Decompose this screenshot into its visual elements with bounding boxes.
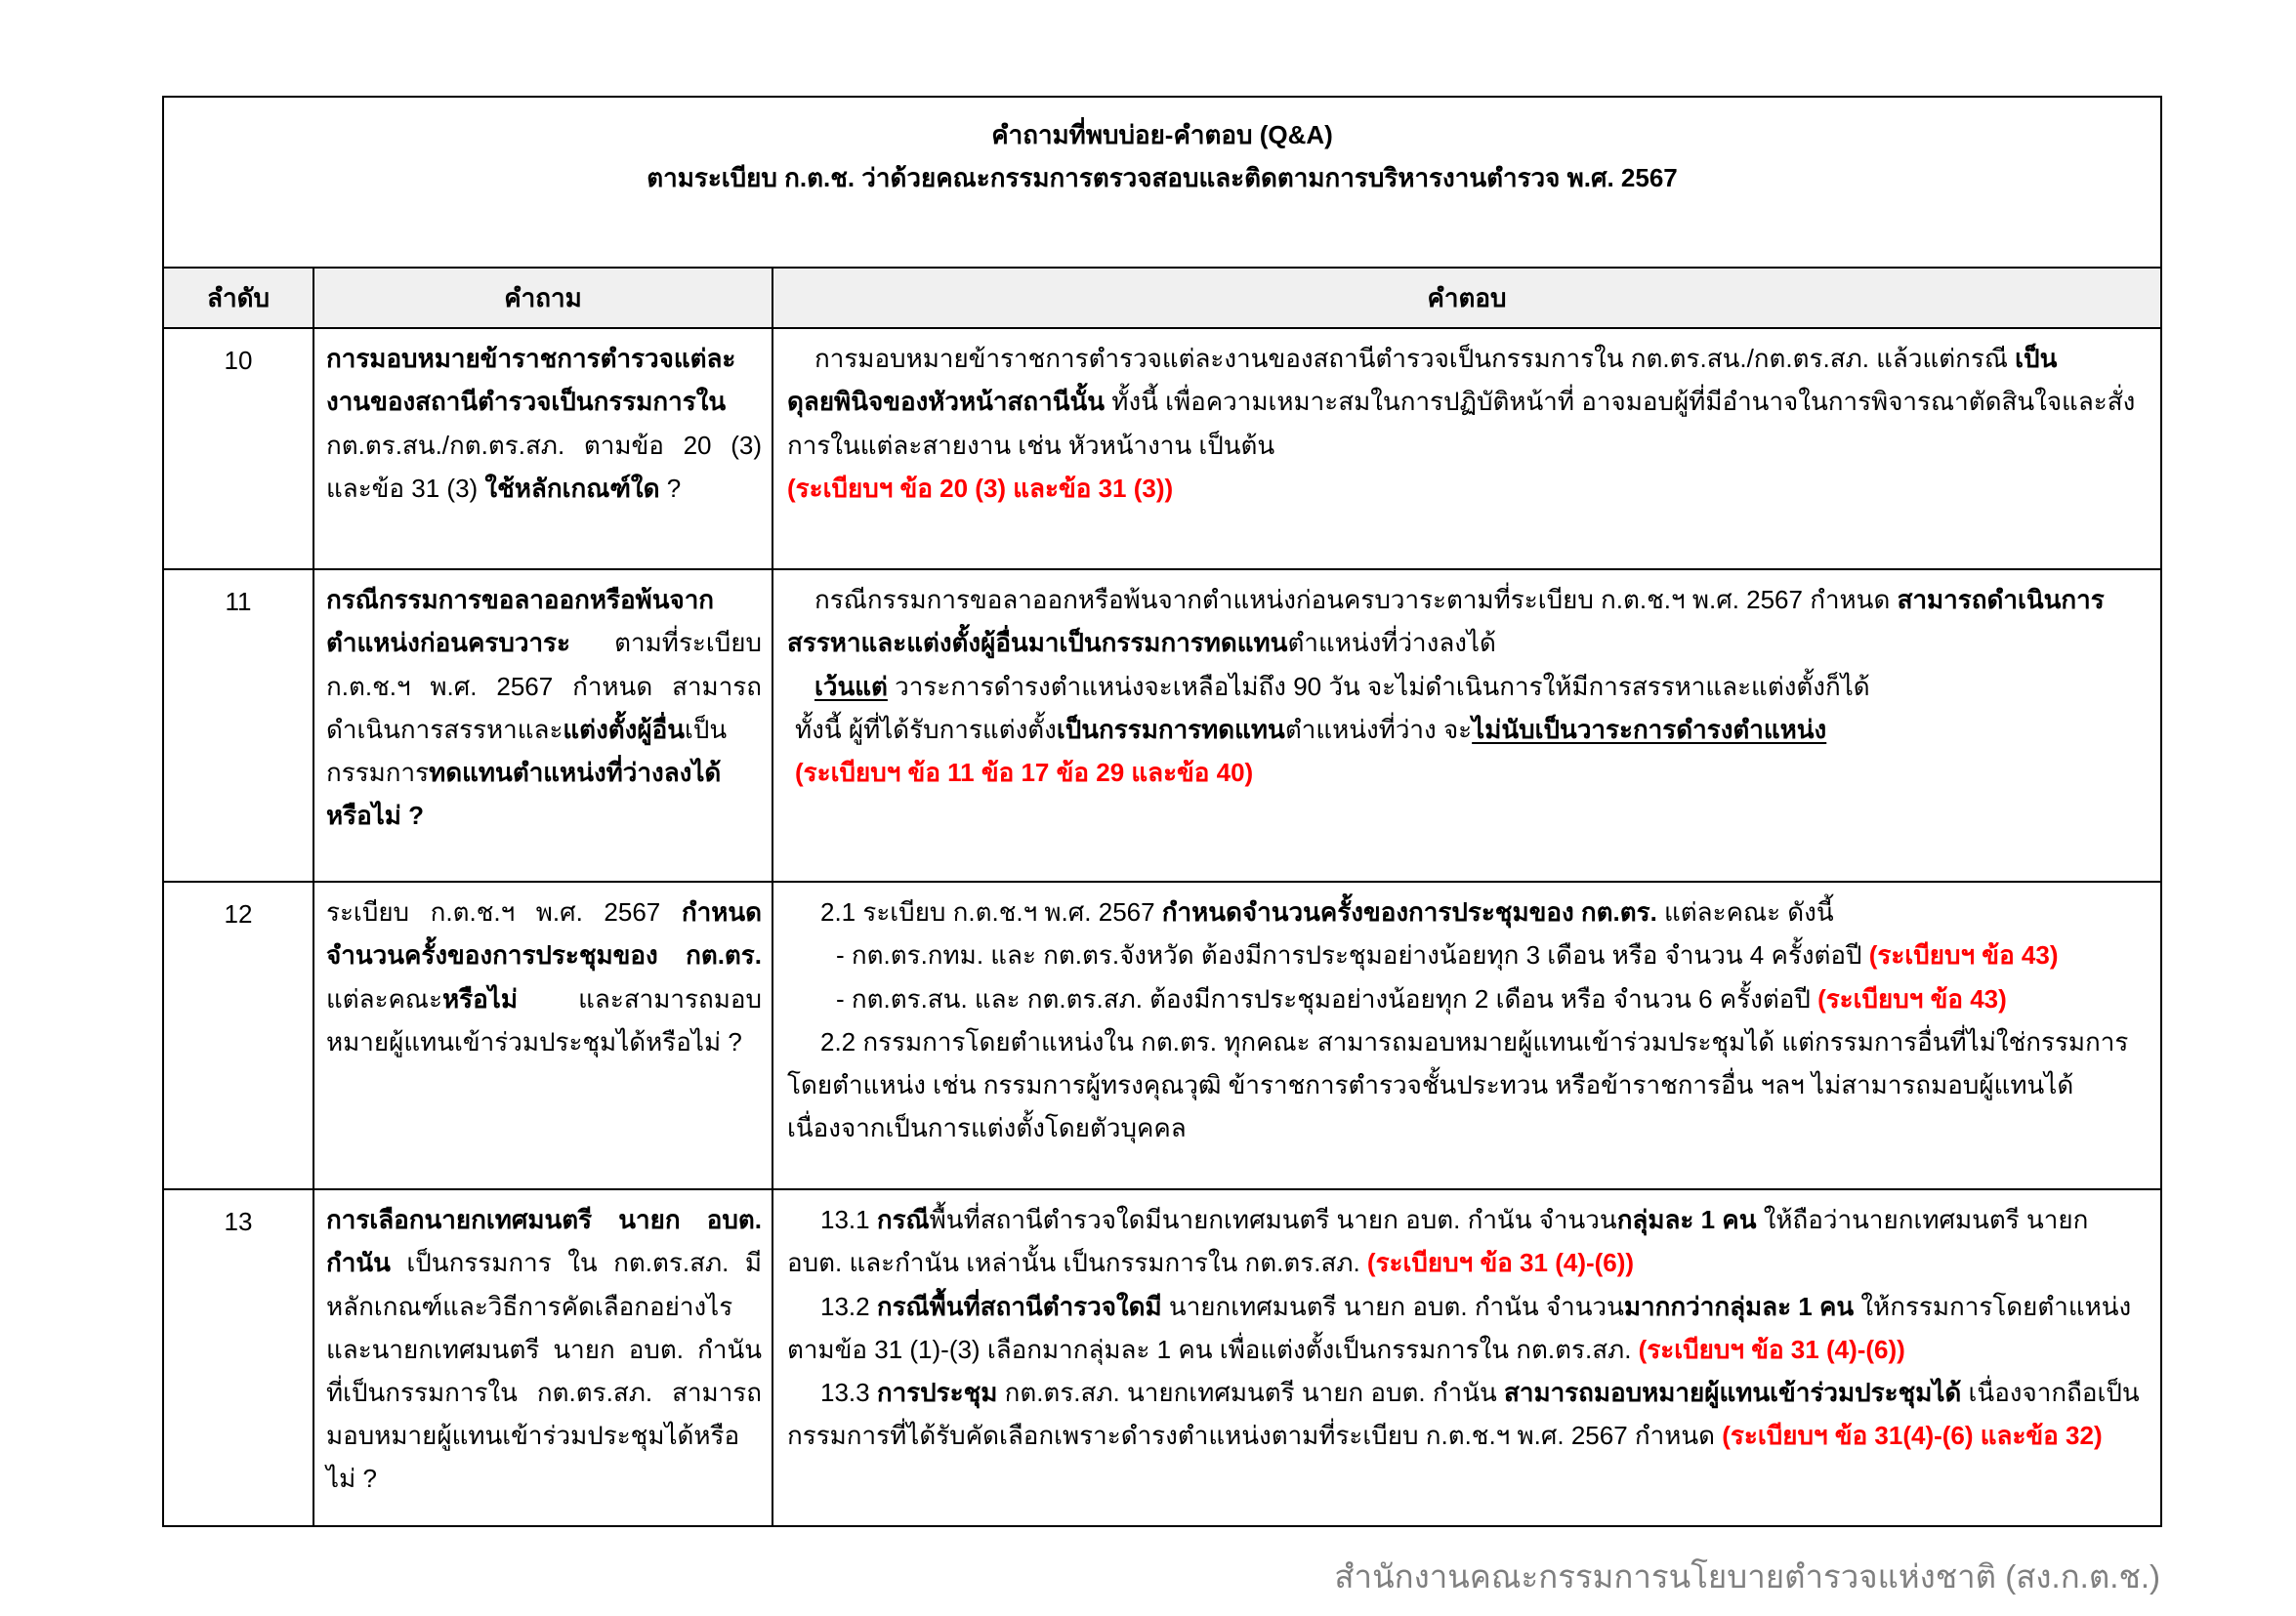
text-segment: การมอบหมายข้าราชการตำรวจแต่ละงานของสถานีตำรวจเป็นกรรมการใน: [326, 344, 736, 417]
title-row: [163, 97, 2161, 268]
text-segment: ตำแหน่งที่ว่างลงได้: [1287, 628, 1496, 658]
text-segment: พื้นที่สถานีตำรวจใดมีนายกเทศมนตรี นายก อบต. กำนัน จำนวน: [929, 1205, 1617, 1235]
paragraph: [787, 1198, 2145, 1284]
text-segment: การมอบหมายข้าราชการตำรวจแต่ละงานของสถานีตำรวจเป็นกรรมการใน กต.ตร.สน./กต.ตร.สภ. แล้วแต่กรณี: [814, 344, 2016, 374]
title-line-1: คำถามที่พบบ่อย-คำตอบ (Q&A): [991, 120, 1333, 149]
paragraph: [787, 665, 2145, 708]
paragraph: [787, 933, 2145, 976]
text-segment: (ระเบียบฯ ข้อ 31 (4)-(6)): [1366, 1248, 1635, 1278]
row-number: 13: [163, 1189, 313, 1526]
text-segment: ?: [659, 473, 682, 503]
row-number: 11: [163, 569, 313, 882]
row-number: 10: [163, 328, 313, 569]
column-header-answer: คำตอบ: [772, 268, 2161, 328]
text-segment: กลุ่มละ 1 คน: [1616, 1205, 1757, 1235]
text-segment: การประชุม: [876, 1377, 998, 1407]
text-segment: มากกว่ากลุ่มละ 1 คน: [1623, 1291, 1855, 1321]
text-segment: กต.ตร.สน./กต.ตร.สภ. ตามข้อ 20 (3) และข้อ 31 (3): [326, 430, 762, 503]
text-segment: (ระเบียบฯ ข้อ 31(4)-(6) และข้อ 32): [1722, 1421, 2103, 1451]
table-row: [163, 328, 2161, 569]
answer-cell: [772, 1189, 2161, 1526]
answer-cell: [772, 328, 2161, 569]
paragraph: [787, 1285, 2145, 1371]
text-segment: ระเบียบ ก.ต.ช.ฯ พ.ศ. 2567: [326, 897, 682, 928]
text-segment: แต่ละคณะ: [326, 983, 443, 1014]
text-segment: ใช้หลักเกณฑ์ใด: [484, 473, 660, 503]
text-segment: ทั้งนี้ ผู้ที่ได้รับการแต่งตั้ง: [795, 714, 1057, 744]
column-header-question: คำถาม: [313, 268, 772, 328]
answer-cell: [772, 569, 2161, 882]
text-segment: ให้กรรมการโดยตำแหน่งตามข้อ 31 (1)-(3) เลือกมากลุ่มละ 1 คน เพื่อแต่งตั้งเป็นกรรมการใน กต.ตร.สภ.: [787, 1291, 2132, 1364]
text-segment: (ระเบียบฯ ข้อ 11 ข้อ 17 ข้อ 29 และข้อ 40): [795, 757, 1254, 787]
text-segment: กรณีพื้นที่สถานีตำรวจใดมี: [876, 1291, 1162, 1321]
table-row: [163, 569, 2161, 882]
question-cell: [313, 328, 772, 569]
question-cell: [313, 1189, 772, 1526]
text-segment: สามารถมอบหมายผู้แทนเข้าร่วมประชุมได้: [1503, 1377, 1962, 1407]
paragraph: [787, 337, 2145, 467]
paragraph: [787, 578, 2145, 664]
column-header-no: ลำดับ: [163, 268, 313, 328]
document-title-cell: [163, 97, 2161, 268]
text-segment: 2.2 กรรมการโดยตำแหน่งใน กต.ตร. ทุกคณะ สามารถมอบหมายผู้แทนเข้าร่วมประชุมได้ แต่กรรมการอื่นที่ไม่ใช่กรรมการโดยตำแหน่ง เช่น กรรมการผู้ทรงคุณวุฒิ ข้าราชการตำรวจชั้นประทวน หรือข้าราชการอื่น ฯลฯ ไม่สามารถมอบผู้แทนได้เนื่องจากเป็นการแต่งตั้งโดยตัวบุคคล: [787, 1026, 2129, 1143]
title-line-2: ตามระเบียบ ก.ต.ช. ว่าด้วยคณะกรรมการตรวจสอบและติดตามการบริหารงานตำรวจ พ.ศ. 2567: [647, 163, 1678, 193]
text-segment: หรือไม่: [442, 983, 518, 1014]
agency-footer: สำนักงานคณะกรรมการนโยบายตำรวจแห่งชาติ (สง.ก.ต.ช.): [1334, 1558, 2160, 1595]
text-segment: การเลือกนายกเทศมนตรี นายก อบต. กำนัน: [326, 1205, 762, 1278]
text-segment: กรณีกรรมการขอลาออกหรือพ้นจากตำแหน่งก่อนครบวาระ: [326, 585, 715, 658]
text-segment: เป็นกรรมการ: [326, 714, 728, 787]
text-segment: แต่งตั้งผู้อื่น: [563, 714, 685, 744]
paragraph: [326, 891, 762, 1063]
text-segment: ทั้งนี้ เพื่อความเหมาะสมในการปฏิบัติหน้าที่ อาจมอบผู้ที่มีอำนาจในการพิจารณาตัดสินใจและสั่งการในแต่ละสายงาน เช่น หัวหน้างาน เป็นต้น: [787, 387, 2136, 460]
text-segment: กต.ตร.สภ. นายกเทศมนตรี นายก อบต. กำนัน: [997, 1377, 1504, 1407]
text-segment: เว้นแต่: [814, 671, 888, 701]
table-row: [163, 882, 2161, 1189]
text-segment: กำหนดจำนวนครั้งของการประชุมของ กต.ตร.: [326, 897, 762, 971]
paragraph: [787, 467, 2145, 510]
text-segment: นายกเทศมนตรี นายก อบต. กำนัน จำนวน: [1161, 1291, 1624, 1321]
text-segment: 13.1: [820, 1205, 877, 1235]
paragraph: [326, 337, 762, 510]
paragraph: [787, 977, 2145, 1020]
text-segment: (ระเบียบฯ ข้อ 43): [1817, 983, 2007, 1014]
text-segment: ตำแหน่งที่ว่าง จะ: [1284, 714, 1473, 744]
text-segment: 13.2: [820, 1291, 877, 1321]
text-segment: (ระเบียบฯ ข้อ 43): [1868, 940, 2059, 971]
answer-cell: [772, 882, 2161, 1189]
text-segment: และสามารถมอบหมายผู้แทนเข้าร่วมประชุมได้หรือไม่ ?: [326, 983, 762, 1057]
text-segment: เป็นกรรมการ ใน กต.ตร.สภ. มีหลักเกณฑ์และวิธีการคัดเลือกอย่างไร และนายกเทศมนตรี นายก อบต. กำนัน ที่เป็นกรรมการใน กต.ตร.สภ. สามารถมอบหมายผู้แทนเข้าร่วมประชุมได้หรือไม่ ?: [326, 1248, 762, 1494]
text-segment: กำหนดจำนวนครั้งของการประชุมของ กต.ตร.: [1161, 897, 1657, 928]
row-number: 12: [163, 882, 313, 1189]
paragraph: [326, 1198, 762, 1500]
paragraph: [787, 891, 2145, 933]
paragraph: [787, 1371, 2145, 1457]
paragraph: [326, 578, 762, 837]
text-segment: - กต.ตร.สน. และ กต.ตร.สภ. ต้องมีการประชุมอย่างน้อยทุก 2 เดือน หรือ จำนวน 6 ครั้งต่อปี: [836, 983, 1818, 1014]
text-segment: - กต.ตร.กทม. และ กต.ตร.จังหวัด ต้องมีการประชุมอย่างน้อยทุก 3 เดือน หรือ จำนวน 4 ครั้งต่อปี: [836, 940, 1869, 971]
text-segment: กรณี: [876, 1205, 930, 1235]
text-segment: แต่ละคณะ ดังนี้: [1656, 897, 1834, 928]
table-header-row: [163, 268, 2161, 328]
text-segment: (ระเบียบฯ ข้อ 20 (3) และข้อ 31 (3)): [787, 473, 1174, 503]
text-segment: 2.1 ระเบียบ ก.ต.ช.ฯ พ.ศ. 2567: [820, 897, 1162, 928]
text-segment: ตามที่ระเบียบ ก.ต.ช.ฯ พ.ศ. 2567 กำหนด สามารถดำเนินการสรรหาและ: [326, 628, 762, 744]
text-segment: เป็นดุลยพินิจของหัวหน้าสถานีนั้น: [787, 344, 2058, 417]
text-segment: ให้ถือว่านายกเทศมนตรี นายก อบต. และกำนัน เหล่านั้น เป็นกรรมการใน กต.ตร.สภ.: [787, 1205, 2089, 1278]
paragraph: [787, 751, 2145, 794]
text-segment: วาระการดำรงตำแหน่งจะเหลือไม่ถึง 90 วัน จะไม่ดำเนินการให้มีการสรรหาและแต่งตั้งก็ได้: [887, 671, 1870, 701]
text-segment: สามารถดำเนินการสรรหาและแต่งตั้งผู้อื่นมาเป็นกรรมการทดแทน: [787, 585, 2105, 658]
text-segment: (ระเบียบฯ ข้อ 31 (4)-(6)): [1638, 1334, 1905, 1364]
text-segment: ทดแทนตำแหน่งที่ว่างลงได้หรือไม่ ?: [326, 757, 722, 831]
table-row: [163, 1189, 2161, 1526]
paragraph: [787, 708, 2145, 751]
question-cell: [313, 569, 772, 882]
text-segment: ไม่นับเป็นวาระการดำรงตำแหน่ง: [1472, 714, 1827, 744]
qa-table: [162, 96, 2162, 1527]
text-segment: กรณีกรรมการขอลาออกหรือพ้นจากตำแหน่งก่อนครบวาระตามที่ระเบียบ ก.ต.ช.ฯ พ.ศ. 2567 กำหนด: [814, 585, 1898, 615]
text-segment: 13.3: [820, 1377, 877, 1407]
text-segment: เป็นกรรมการทดแทน: [1056, 714, 1285, 744]
question-cell: [313, 882, 772, 1189]
text-segment: เนื่องจากถือเป็นกรรมการที่ได้รับคัดเลือกเพราะดำรงตำแหน่งตามที่ระเบียบ ก.ต.ช.ฯ พ.ศ. 2567 กำหนด: [787, 1377, 2140, 1451]
paragraph: [787, 1020, 2145, 1150]
